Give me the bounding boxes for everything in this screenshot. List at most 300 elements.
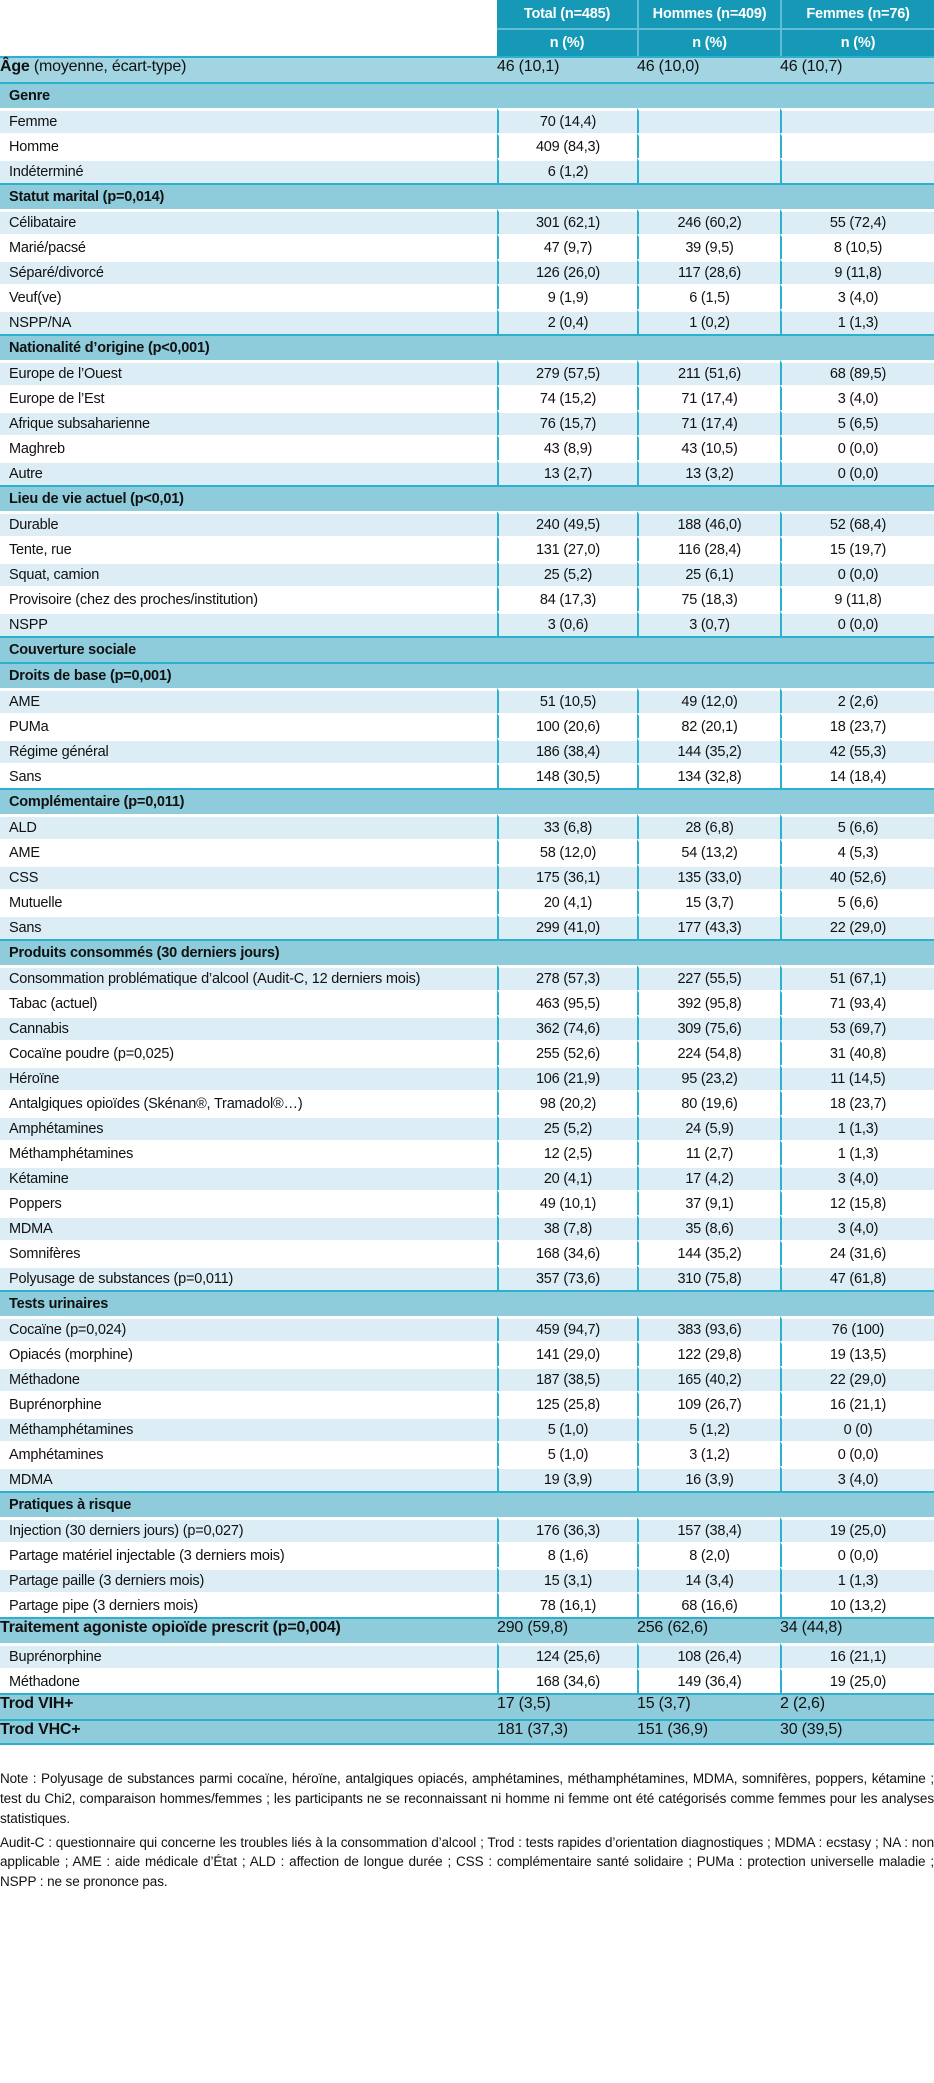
cell-value: 1 (1,3) [780,1115,934,1140]
cell-value: 301 (62,1) [497,209,637,234]
cell-value: 14 (3,4) [637,1567,780,1592]
cell-value: 278 (57,3) [497,965,637,990]
cell-value: 3 (4,0) [780,1215,934,1240]
cell-value: 39 (9,5) [637,234,780,259]
cell-value: 255 (52,6) [497,1040,637,1065]
table-row [0,460,934,485]
row-label: Cannabis [0,1015,497,1040]
stat-row [0,1719,934,1745]
cell-value [780,133,934,158]
cell-value: 76 (15,7) [497,410,637,435]
cell-value: 392 (95,8) [637,990,780,1015]
cell-value: 3 (4,0) [780,284,934,309]
row-label: Trod VIH+ [0,1693,497,1719]
cell-value: 459 (94,7) [497,1316,637,1341]
table-row [0,133,934,158]
row-label: Méthamphétamines [0,1416,497,1441]
cell-value: 131 (27,0) [497,536,637,561]
cell-value: 126 (26,0) [497,259,637,284]
cell-value: 3 (4,0) [780,1466,934,1491]
table-row [0,1466,934,1491]
cell-value: 58 (12,0) [497,839,637,864]
table-row [0,1592,934,1617]
header-corner [0,0,497,28]
table-row [0,1668,934,1693]
row-label: ALD [0,814,497,839]
row-label: Partage pipe (3 derniers mois) [0,1592,497,1617]
cell-value: 68 (16,6) [637,1592,780,1617]
row-label: PUMa [0,713,497,738]
cell-value: 18 (23,7) [780,713,934,738]
table-row [0,1115,934,1140]
cell-value: 3 (4,0) [780,385,934,410]
row-label: Méthadone [0,1366,497,1391]
cell-value [637,158,780,183]
cell-value: 15 (3,7) [637,889,780,914]
cell-value: 30 (39,5) [780,1719,934,1745]
cell-value: 31 (40,8) [780,1040,934,1065]
row-label: Partage matériel injectable (3 derniers mois) [0,1542,497,1567]
cell-value: 106 (21,9) [497,1065,637,1090]
table-row [0,259,934,284]
cell-value: 15 (3,1) [497,1567,637,1592]
cell-value: 71 (17,4) [637,385,780,410]
cell-value: 11 (14,5) [780,1065,934,1090]
row-label: Tente, rue [0,536,497,561]
cell-value: 124 (25,6) [497,1643,637,1668]
cell-value: 2 (2,6) [780,1693,934,1719]
row-label: Injection (30 derniers jours) (p=0,027) [0,1517,497,1542]
cell-value: 362 (74,6) [497,1015,637,1040]
cell-value: 3 (0,6) [497,611,637,636]
cell-value: 168 (34,6) [497,1668,637,1693]
cell-value: 35 (8,6) [637,1215,780,1240]
table-row [0,309,934,334]
table-row [0,586,934,611]
cell-value: 24 (5,9) [637,1115,780,1140]
table-row [0,1517,934,1542]
cell-value: 383 (93,6) [637,1316,780,1341]
cell-value: 141 (29,0) [497,1341,637,1366]
cell-value: 3 (4,0) [780,1165,934,1190]
cell-value: 9 (1,9) [497,284,637,309]
cell-value: 9 (11,8) [780,586,934,611]
cell-value: 18 (23,7) [780,1090,934,1115]
table-row [0,284,934,309]
cell-value: 122 (29,8) [637,1341,780,1366]
table-row [0,1165,934,1190]
table-row [0,738,934,763]
row-label: CSS [0,864,497,889]
cell-value: 95 (23,2) [637,1065,780,1090]
row-label: Europe de l’Est [0,385,497,410]
cell-value: 82 (20,1) [637,713,780,738]
table-row [0,965,934,990]
cell-value: 151 (36,9) [637,1719,780,1745]
cell-value: 125 (25,8) [497,1391,637,1416]
cell-value: 75 (18,3) [637,586,780,611]
row-label: Méthadone [0,1668,497,1693]
cell-value: 8 (1,6) [497,1542,637,1567]
table-row [0,108,934,133]
row-label: Buprénorphine [0,1643,497,1668]
cell-value: 149 (36,4) [637,1668,780,1693]
cell-value: 6 (1,2) [497,158,637,183]
row-label: NSPP [0,611,497,636]
table-header-row [0,0,934,28]
cell-value: 37 (9,1) [637,1190,780,1215]
table-footnotes [0,1769,934,1892]
cell-value: 148 (30,5) [497,763,637,788]
table-row [0,410,934,435]
cell-value: 0 (0,0) [780,1441,934,1466]
table-row [0,1341,934,1366]
cell-value: 168 (34,6) [497,1240,637,1265]
cell-value: 19 (3,9) [497,1466,637,1491]
table-row [0,990,934,1015]
footnote-note: Note : Polyusage de substances parmi cocaïne, héroïne, antalgiques opiacés, amphétamines, méthamphétamines, MDMA, somnifères, poppers, kétamine ; test du Chi2, comparaison hommes/femmes ; les participants ne se reconnaissant ni homme ni femme ont été catégorisés comme femmes pour les analyses statistiques. [0,1771,934,1826]
cell-value: 463 (95,5) [497,990,637,1015]
row-label: Durable [0,511,497,536]
table-row [0,1391,934,1416]
subheader-corner [0,28,497,56]
cell-value: 43 (8,9) [497,435,637,460]
cell-value: 10 (13,2) [780,1592,934,1617]
cell-value: 17 (3,5) [497,1693,637,1719]
cell-value: 17 (4,2) [637,1165,780,1190]
cell-value: 0 (0,0) [780,460,934,485]
table-row [0,864,934,889]
row-label: Trod VHC+ [0,1719,497,1745]
section-row: Statut marital (p=0,014) [0,183,934,209]
cell-value: 2 (0,4) [497,309,637,334]
column-header-hommes: Hommes (n=409) [637,0,780,28]
cell-value: 3 (1,2) [637,1441,780,1466]
section-row: Lieu de vie actuel (p<0,01) [0,485,934,511]
cell-value: 46 (10,0) [637,56,780,82]
cell-value: 25 (6,1) [637,561,780,586]
section-row: Tests urinaires [0,1290,934,1316]
cell-value: 71 (17,4) [637,410,780,435]
cell-value: 0 (0,0) [780,435,934,460]
cell-value [637,108,780,133]
cell-value: 109 (26,7) [637,1391,780,1416]
cell-value: 357 (73,6) [497,1265,637,1290]
table-row [0,1015,934,1040]
row-label: Traitement agoniste opioïde prescrit (p=0,004) [0,1617,497,1643]
table-row [0,1416,934,1441]
cell-value: 46 (10,1) [497,56,637,82]
cell-value: 279 (57,5) [497,360,637,385]
cell-value: 42 (55,3) [780,738,934,763]
cell-value: 176 (36,3) [497,1517,637,1542]
table-row [0,209,934,234]
row-label: Polyusage de substances (p=0,011) [0,1265,497,1290]
cell-value: 117 (28,6) [637,259,780,284]
cell-value: 25 (5,2) [497,561,637,586]
table-row [0,511,934,536]
cell-value: 3 (0,7) [637,611,780,636]
cell-value: 13 (3,2) [637,460,780,485]
cell-value: 47 (61,8) [780,1265,934,1290]
row-label: Sans [0,763,497,788]
row-label: AME [0,839,497,864]
row-label: AME [0,688,497,713]
row-label: Indéterminé [0,158,497,183]
cell-value: 0 (0) [780,1416,934,1441]
cell-value: 22 (29,0) [780,914,934,939]
section-row: Pratiques à risque [0,1491,934,1517]
table-row [0,1265,934,1290]
row-label: Célibataire [0,209,497,234]
table-row [0,611,934,636]
cell-value: 84 (17,3) [497,586,637,611]
row-label: Kétamine [0,1165,497,1190]
cell-value: 51 (67,1) [780,965,934,990]
cell-value: 49 (10,1) [497,1190,637,1215]
cell-value [780,158,934,183]
cell-value: 8 (10,5) [780,234,934,259]
row-label: Europe de l’Ouest [0,360,497,385]
row-label: NSPP/NA [0,309,497,334]
row-label: Homme [0,133,497,158]
cell-value: 5 (6,5) [780,410,934,435]
cell-value: 47 (9,7) [497,234,637,259]
cell-value: 5 (1,0) [497,1441,637,1466]
column-header-femmes: Femmes (n=76) [780,0,934,28]
cell-value: 43 (10,5) [637,435,780,460]
section-row: Produits consommés (30 derniers jours) [0,939,934,965]
row-label: Maghreb [0,435,497,460]
cell-value: 40 (52,6) [780,864,934,889]
row-label: Cocaïne poudre (p=0,025) [0,1040,497,1065]
table-row [0,1090,934,1115]
cell-value: 49 (12,0) [637,688,780,713]
row-label: Amphétamines [0,1115,497,1140]
cell-value: 2 (2,6) [780,688,934,713]
cell-value: 20 (4,1) [497,889,637,914]
cell-value: 240 (49,5) [497,511,637,536]
cell-value: 22 (29,0) [780,1366,934,1391]
cell-value: 76 (100) [780,1316,934,1341]
cell-value: 309 (75,6) [637,1015,780,1040]
cell-value: 134 (32,8) [637,763,780,788]
cell-value: 186 (38,4) [497,738,637,763]
cell-value: 19 (25,0) [780,1517,934,1542]
cell-value: 1 (1,3) [780,1140,934,1165]
cell-value: 54 (13,2) [637,839,780,864]
table-row [0,385,934,410]
table-subheader-row [0,28,934,56]
cell-value: 246 (60,2) [637,209,780,234]
table-row [0,1240,934,1265]
cell-value: 74 (15,2) [497,385,637,410]
table-row [0,889,934,914]
cell-value: 16 (3,9) [637,1466,780,1491]
cell-value: 52 (68,4) [780,511,934,536]
stat-row [0,1693,934,1719]
cell-value: 1 (1,3) [780,1567,934,1592]
cell-value: 8 (2,0) [637,1542,780,1567]
row-label: Sans [0,914,497,939]
cell-value: 409 (84,3) [497,133,637,158]
cell-value: 34 (44,8) [780,1617,934,1643]
table-row [0,158,934,183]
cell-value: 177 (43,3) [637,914,780,939]
cell-value: 6 (1,5) [637,284,780,309]
subheader-hommes: n (%) [637,28,780,56]
row-label: Séparé/divorcé [0,259,497,284]
cell-value: 211 (51,6) [637,360,780,385]
cell-value: 187 (38,5) [497,1366,637,1391]
cell-value: 25 (5,2) [497,1115,637,1140]
row-label: Mutuelle [0,889,497,914]
row-label: Femme [0,108,497,133]
cell-value: 33 (6,8) [497,814,637,839]
row-label: MDMA [0,1466,497,1491]
row-label: Tabac (actuel) [0,990,497,1015]
cell-value: 144 (35,2) [637,738,780,763]
cell-value: 224 (54,8) [637,1040,780,1065]
cell-value: 157 (38,4) [637,1517,780,1542]
table-row [0,763,934,788]
subheader-femmes: n (%) [780,28,934,56]
cell-value: 5 (1,0) [497,1416,637,1441]
row-label: Antalgiques opioïdes (Skénan®, Tramadol®…) [0,1090,497,1115]
row-label: Veuf(ve) [0,284,497,309]
cell-value: 78 (16,1) [497,1592,637,1617]
table-row [0,713,934,738]
cell-value: 68 (89,5) [780,360,934,385]
cell-value: 28 (6,8) [637,814,780,839]
stat-row [0,56,934,82]
cell-value: 116 (28,4) [637,536,780,561]
row-label: Poppers [0,1190,497,1215]
row-label: Régime général [0,738,497,763]
cell-value: 0 (0,0) [780,1542,934,1567]
cell-value: 1 (1,3) [780,309,934,334]
table-body [0,56,934,1745]
cell-value: 13 (2,7) [497,460,637,485]
row-label: Provisoire (chez des proches/institution) [0,586,497,611]
section-row: Nationalité d’origine (p<0,001) [0,334,934,360]
table-row [0,814,934,839]
subheader-total: n (%) [497,28,637,56]
cell-value: 24 (31,6) [780,1240,934,1265]
cell-value: 108 (26,4) [637,1643,780,1668]
cell-value: 51 (10,5) [497,688,637,713]
row-label: Âge (moyenne, écart-type) [0,56,497,82]
cell-value [637,133,780,158]
table-row [0,1643,934,1668]
table-row [0,1065,934,1090]
cell-value: 55 (72,4) [780,209,934,234]
row-label: Buprénorphine [0,1391,497,1416]
cell-value: 38 (7,8) [497,1215,637,1240]
cell-value: 14 (18,4) [780,763,934,788]
cell-value: 71 (93,4) [780,990,934,1015]
table-row [0,1190,934,1215]
cell-value: 0 (0,0) [780,611,934,636]
row-label: Somnifères [0,1240,497,1265]
cell-value: 310 (75,8) [637,1265,780,1290]
section-row: Genre [0,82,934,108]
table-row [0,1040,934,1065]
cell-value: 290 (59,8) [497,1617,637,1643]
table-row [0,1366,934,1391]
cell-value: 53 (69,7) [780,1015,934,1040]
cell-value: 9 (11,8) [780,259,934,284]
cell-value: 46 (10,7) [780,56,934,82]
table-row [0,1215,934,1240]
table-row [0,1542,934,1567]
section-row: Droits de base (p=0,001) [0,662,934,688]
row-label: Cocaïne (p=0,024) [0,1316,497,1341]
cell-value: 98 (20,2) [497,1090,637,1115]
cell-value: 20 (4,1) [497,1165,637,1190]
table-row [0,1316,934,1341]
cell-value: 135 (33,0) [637,864,780,889]
cell-value: 11 (2,7) [637,1140,780,1165]
cell-value: 15 (3,7) [637,1693,780,1719]
cell-value: 227 (55,5) [637,965,780,990]
row-label: Partage paille (3 derniers mois) [0,1567,497,1592]
cell-value: 80 (19,6) [637,1090,780,1115]
cell-value: 12 (15,8) [780,1190,934,1215]
cell-value: 144 (35,2) [637,1240,780,1265]
cell-value: 0 (0,0) [780,561,934,586]
cell-value: 299 (41,0) [497,914,637,939]
row-label: Consommation problématique d’alcool (Audit-C, 12 derniers mois) [0,965,497,990]
cell-value: 70 (14,4) [497,108,637,133]
table-row [0,561,934,586]
cell-value: 165 (40,2) [637,1366,780,1391]
table-row [0,234,934,259]
cell-value: 19 (13,5) [780,1341,934,1366]
column-header-total: Total (n=485) [497,0,637,28]
row-label: Amphétamines [0,1441,497,1466]
row-label: Opiacés (morphine) [0,1341,497,1366]
cell-value: 256 (62,6) [637,1617,780,1643]
cell-value: 19 (25,0) [780,1668,934,1693]
cell-value: 15 (19,7) [780,536,934,561]
row-label: Méthamphétamines [0,1140,497,1165]
stat-row [0,1617,934,1643]
cell-value: 100 (20,6) [497,713,637,738]
row-label: Marié/pacsé [0,234,497,259]
table-row [0,839,934,864]
table-row [0,1567,934,1592]
row-label: Héroïne [0,1065,497,1090]
section-row: Complémentaire (p=0,011) [0,788,934,814]
cell-value: 1 (0,2) [637,309,780,334]
table-row [0,914,934,939]
cell-value: 4 (5,3) [780,839,934,864]
row-label: Autre [0,460,497,485]
cell-value: 188 (46,0) [637,511,780,536]
table-row [0,1140,934,1165]
table-row [0,360,934,385]
row-label: Afrique subsaharienne [0,410,497,435]
row-label: Squat, camion [0,561,497,586]
cell-value: 12 (2,5) [497,1140,637,1165]
cell-value [780,108,934,133]
table-row [0,536,934,561]
cell-value: 5 (6,6) [780,814,934,839]
table-row [0,688,934,713]
cell-value: 175 (36,1) [497,864,637,889]
cell-value: 16 (21,1) [780,1643,934,1668]
